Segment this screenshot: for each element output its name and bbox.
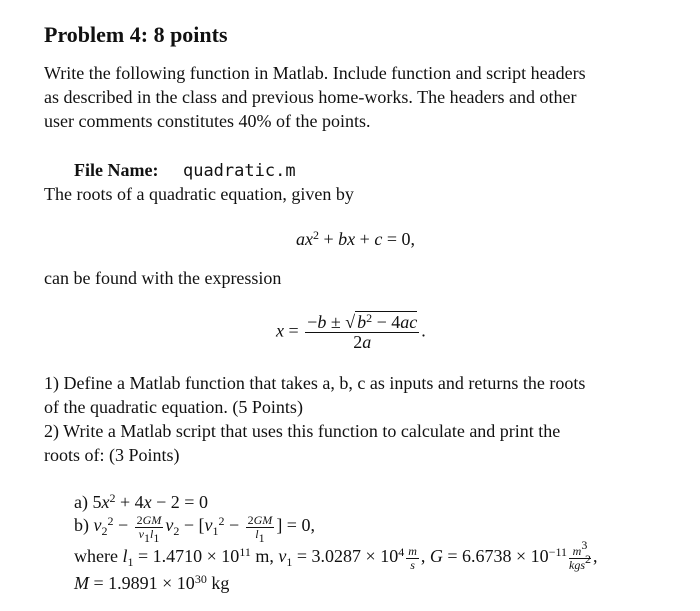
file-name-value: quadratic.m <box>182 161 296 181</box>
intro-line-3: user comments constitutes 40% of the points. <box>44 111 371 131</box>
formula-fraction: $\frac{-b \pm √ b^2 - 4ac}{2a}$ <box>307 311 418 352</box>
quadratic-equation: $ax^2$ + bx + c = 0, <box>296 228 415 249</box>
v1-value: 3.0287 × 10 <box>311 546 399 567</box>
item-b: b) $v_2^2$ − $\frac{2GM}{v_1l_1}$ $v_2 - [v_1^2$ − $\frac{2GM}{l_1}$ ] = 0, <box>74 513 315 545</box>
task-line-4: roots of: (3 Points) <box>44 445 180 465</box>
task-line-3: 2) Write a Matlab script that uses this function to calculate and print the <box>44 421 561 441</box>
v1-exponent: 4 <box>398 545 405 560</box>
intro-line-2: as described in the class and previous home-works. The headers and other <box>44 87 577 107</box>
expression-lead: can be found with the expression <box>44 268 282 288</box>
task-line-2: of the quadratic equation. (5 Points) <box>44 397 303 417</box>
m-exponent: 30 <box>194 572 207 586</box>
m-unit: kg <box>211 573 230 593</box>
l1-unit: m, <box>255 546 274 567</box>
g-exponent: −11 <box>548 545 568 560</box>
file-name-row <box>74 160 296 181</box>
m-value: 1.9891 × 10 <box>108 573 195 593</box>
intro-line-1: Write the following function in Matlab. Include function and script headers <box>44 63 586 83</box>
task-line-1: 1) Define a Matlab function that takes a, b, c as inputs and returns the roots <box>44 373 586 393</box>
g-value: 6.6738 × 10 <box>462 546 549 567</box>
file-name-label: File Name: <box>74 160 159 180</box>
quadratic-formula: x = $\frac{-b \pm √ b^2 - 4ac}{2a}$ . <box>276 311 426 352</box>
where-label: where <box>74 546 118 567</box>
roots-intro: The roots of a quadratic equation, given by <box>44 184 354 204</box>
l1-value: 1.4710 × 10 <box>152 546 240 567</box>
item-a: a) $5x^2 + 4x - 2 = 0$ <box>74 491 208 512</box>
constants-line: where $l_1 = 1.4710 \times 10^{11}$ m, $v_1 = 3.0287 \times 10^4$ $\frac{m}{s}$ , $G = 6.6738 \times 10^{-11}$ $\frac{m^3}{kgs^2}$ , <box>74 538 598 572</box>
mass-line: $M = 1.9891 \times 10^{30}$ kg <box>74 572 230 593</box>
item-b-label: b) <box>74 515 89 536</box>
problem-heading: Problem 4: 8 points <box>44 22 228 47</box>
l1-exponent: 11 <box>239 545 251 560</box>
item-a-label: a) <box>74 492 88 512</box>
